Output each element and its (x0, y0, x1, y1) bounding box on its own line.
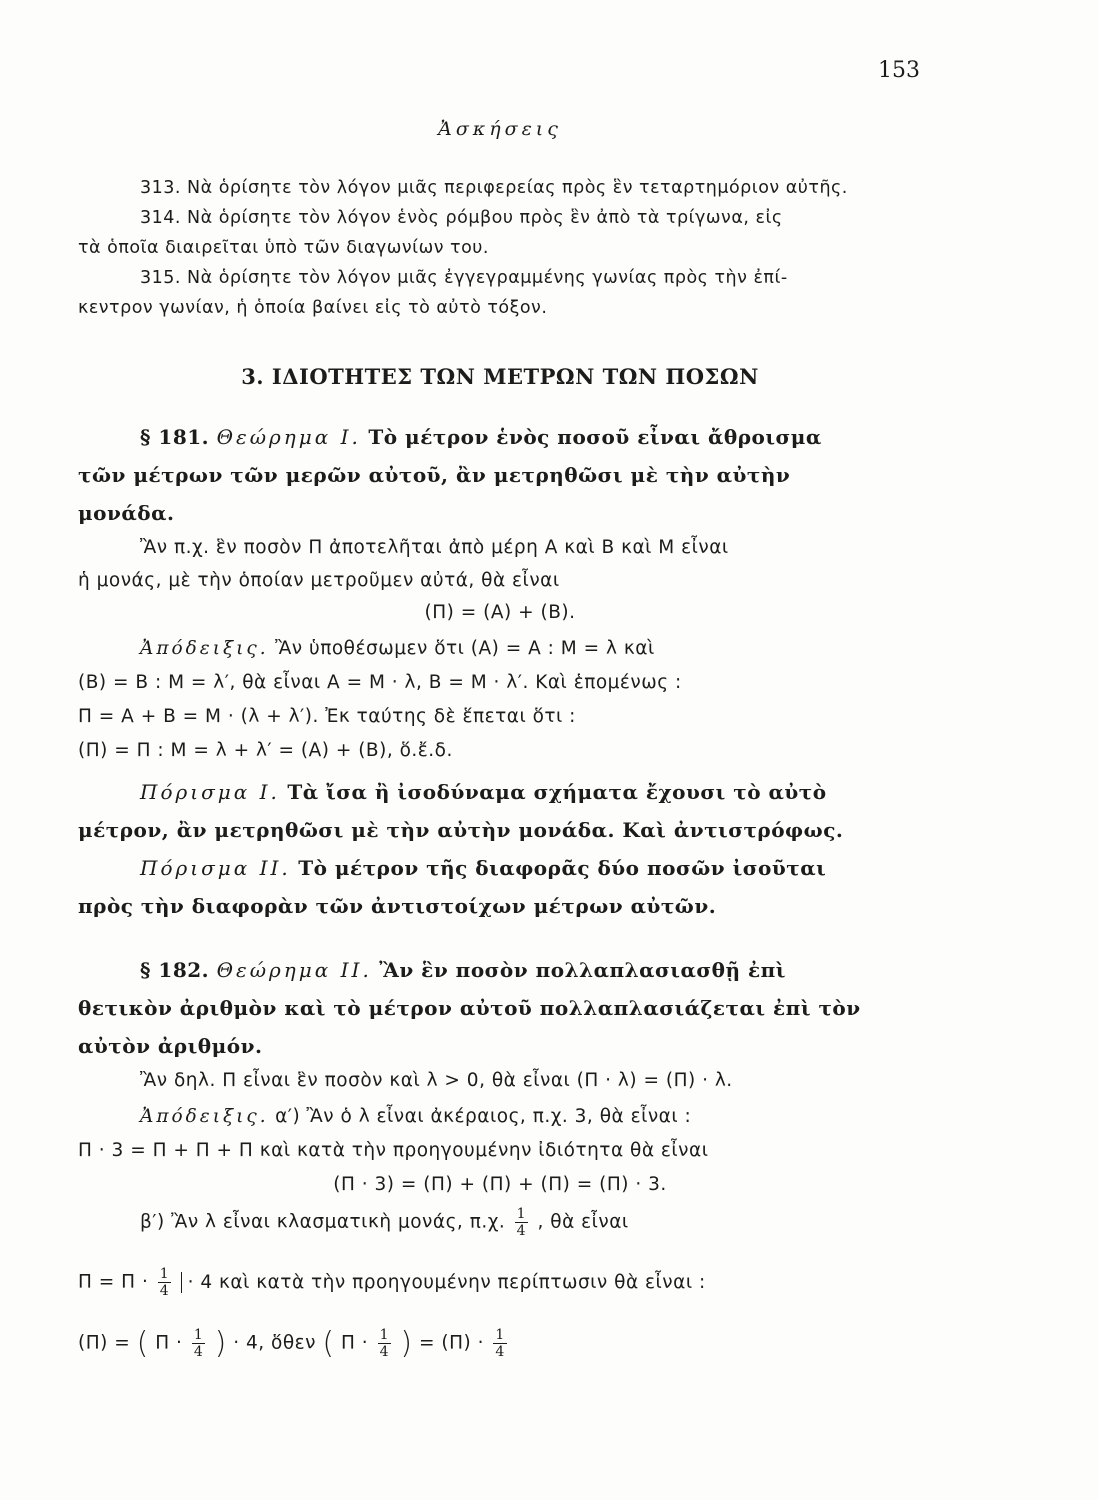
corollary-2-line1 (140, 856, 826, 880)
t182-proof-b2-start: Π = Π · (78, 1271, 149, 1293)
corollary-2-label: Πόρισμα ΙΙ. (140, 856, 291, 880)
t182-equation1: (Π · 3) = (Π) + (Π) + (Π) = (Π) · 3. (333, 1174, 667, 1195)
t182-proof-line1 (140, 1106, 691, 1127)
exercise-313: 313. Νὰ ὁρίσητε τὸν λόγον μιᾶς περιφερείας πρὸς ἓν τεταρτημόριον αὐτῆς. (140, 178, 848, 198)
fraction-one-quarter: $\frac{1}{4}$ (516, 1206, 527, 1239)
eq2-part-e: = (Π) · (419, 1332, 484, 1354)
eq2-part-c: · 4, ὅθεν (233, 1332, 316, 1354)
t181-proof-line2: (Β) = Β : Μ = λ′, θὰ εἶναι Α = Μ · λ, Β = Μ · λ′. Καὶ ἑπομένως : (78, 672, 682, 693)
t182-proof-label: Ἀπόδειξις. (140, 1106, 269, 1127)
theorem-181-name: Θεώρημα Ι. (216, 425, 361, 449)
theorem-182-name: Θεώρημα ΙΙ. (216, 958, 372, 982)
exercises-heading: Ἀσκήσεις (438, 118, 562, 140)
corollary-2-text1: Τὸ μέτρον τῆς διαφορᾶς δύο ποσῶν ἰσοῦται (298, 856, 827, 880)
theorem-181-label: § 181. (140, 425, 210, 449)
corollary-2-line2: πρὸς τὴν διαφορὰν τῶν ἀντιστοίχων μέτρων αὐτῶν. (78, 894, 717, 918)
fraction-one-quarter: $\frac{1}{4}$ (193, 1327, 204, 1360)
t182-text-line1: Ἂν δηλ. Π εἶναι ἓν ποσὸν καὶ λ > 0, θὰ εἶναι (Π · λ) = (Π) · λ. (140, 1070, 733, 1091)
theorem-181-statement-line1 (140, 425, 822, 449)
t181-equation: (Π) = (Α) + (Β). (424, 602, 576, 623)
t181-proof-line1 (140, 638, 655, 659)
fraction-one-quarter: $\frac{1}{4}$ (379, 1327, 389, 1360)
left-paren: ( (322, 1326, 335, 1361)
t181-text-line2: ἡ μονάς, μὲ τὴν ὁποίαν μετροῦμεν αὐτά, θὰ εἶναι (78, 570, 560, 591)
right-paren: ) (400, 1326, 413, 1361)
theorem-182-statement-line1 (140, 958, 786, 982)
t181-proof-line4: (Π) = Π : Μ = λ + λ′ = (Α) + (Β), ὅ.ἔ.δ. (78, 740, 453, 761)
eq2-part-b: Π · (155, 1332, 183, 1354)
exercise-315-line1: 315. Νὰ ὁρίσητε τὸν λόγον μιᾶς ἐγγεγραμμένης γωνίας πρὸς τὴν ἐπί- (140, 268, 788, 288)
corollary-1-line1 (140, 780, 827, 804)
t181-proof-line3: Π = Α + Β = Μ · (λ + λ′). Ἐκ ταύτης δὲ ἕπεται ὅτι : (78, 706, 576, 727)
exercise-314-line1: 314. Νὰ ὁρίσητε τὸν λόγον ἑνὸς ρόμβου πρὸς ἓν ἀπὸ τὰ τρίγωνα, εἰς (140, 208, 783, 228)
t182-proof-a: α′) Ἂν ὁ λ εἶναι ἀκέραιος, π.χ. 3, θὰ εἶναι : (275, 1106, 692, 1127)
theorem-182-stmt1: Ἂν ἓν ποσὸν πολλαπλασιασθῇ ἐπὶ (379, 958, 786, 982)
fraction-one-quarter: $\frac{1}{4}$ (159, 1266, 170, 1299)
theorem-182-statement-line2: θετικὸν ἀριθμὸν καὶ τὸ μέτρον αὐτοῦ πολλαπλασιάζεται ἐπὶ τὸν (78, 996, 861, 1020)
t182-proof-b-text: β′) Ἂν λ εἶναι κλασματικὴ μονάς, π.χ. (140, 1211, 506, 1233)
fraction-one-quarter: $\frac{1}{4}$ (495, 1327, 505, 1360)
left-paren: ( (136, 1326, 149, 1361)
t181-proof-label: Ἀπόδειξις. (140, 638, 269, 659)
right-paren: ) (214, 1326, 227, 1361)
theorem-181-statement-line2: τῶν μέτρων τῶν μερῶν αὐτοῦ, ἂν μετρηθῶσι μὲ τὴν αὐτὴν (78, 463, 791, 487)
theorem-182-label: § 182. (140, 958, 210, 982)
theorem-182-statement-line3: αὐτὸν ἀριθμόν. (78, 1034, 263, 1058)
eq2-part-d: Π · (341, 1332, 369, 1354)
page-number: 153 (878, 58, 920, 83)
t181-text-line1: Ἂν π.χ. ἓν ποσὸν Π ἀποτελῆται ἀπὸ μέρη Α καὶ Β καὶ Μ εἶναι (140, 537, 729, 558)
exercise-315-line2: κεντρον γωνίαν, ἡ ὁποία βαίνει εἰς τὸ αὐτὸ τόξον. (78, 298, 548, 318)
corollary-1-text1: Τὰ ἴσα ἢ ἰσοδύναμα σχήματα ἔχουσι τὸ αὐτὸ (287, 780, 827, 804)
t182-proof-b2-end: · 4 καὶ κατὰ τὴν προηγουμένην περίπτωσιν θὰ εἶναι : (181, 1272, 706, 1293)
t182-equation2 (78, 1326, 510, 1361)
t182-proof-b-line1 (140, 1206, 629, 1239)
section-title: 3. ΙΔΙΟΤΗΤΕΣ ΤΩΝ ΜΕΤΡΩΝ ΤΩΝ ΠΟΣΩΝ (241, 364, 759, 389)
t181-proof-text1: Ἂν ὑποθέσωμεν ὅτι (Α) = Α : Μ = λ καὶ (275, 638, 655, 659)
t182-proof-b-text-end: , θὰ εἶναι (537, 1211, 629, 1233)
corollary-1-label: Πόρισμα Ι. (140, 780, 280, 804)
exercise-314-line2: τὰ ὁποῖα διαιρεῖται ὑπὸ τῶν διαγωνίων του. (78, 238, 489, 258)
eq2-part-a: (Π) = (78, 1332, 131, 1354)
t182-proof-b-line2 (78, 1266, 706, 1299)
theorem-181-stmt1: Τὸ μέτρον ἑνὸς ποσοῦ εἶναι ἄθροισμα (368, 425, 822, 449)
corollary-1-line2: μέτρον, ἂν μετρηθῶσι μὲ τὴν αὐτὴν μονάδα. Καὶ ἀντιστρόφως. (78, 818, 844, 842)
theorem-181-statement-line3: μονάδα. (78, 501, 175, 525)
t182-proof-line2: Π · 3 = Π + Π + Π καὶ κατὰ τὴν προηγουμένην ἰδιότητα θὰ εἶναι (78, 1140, 709, 1161)
